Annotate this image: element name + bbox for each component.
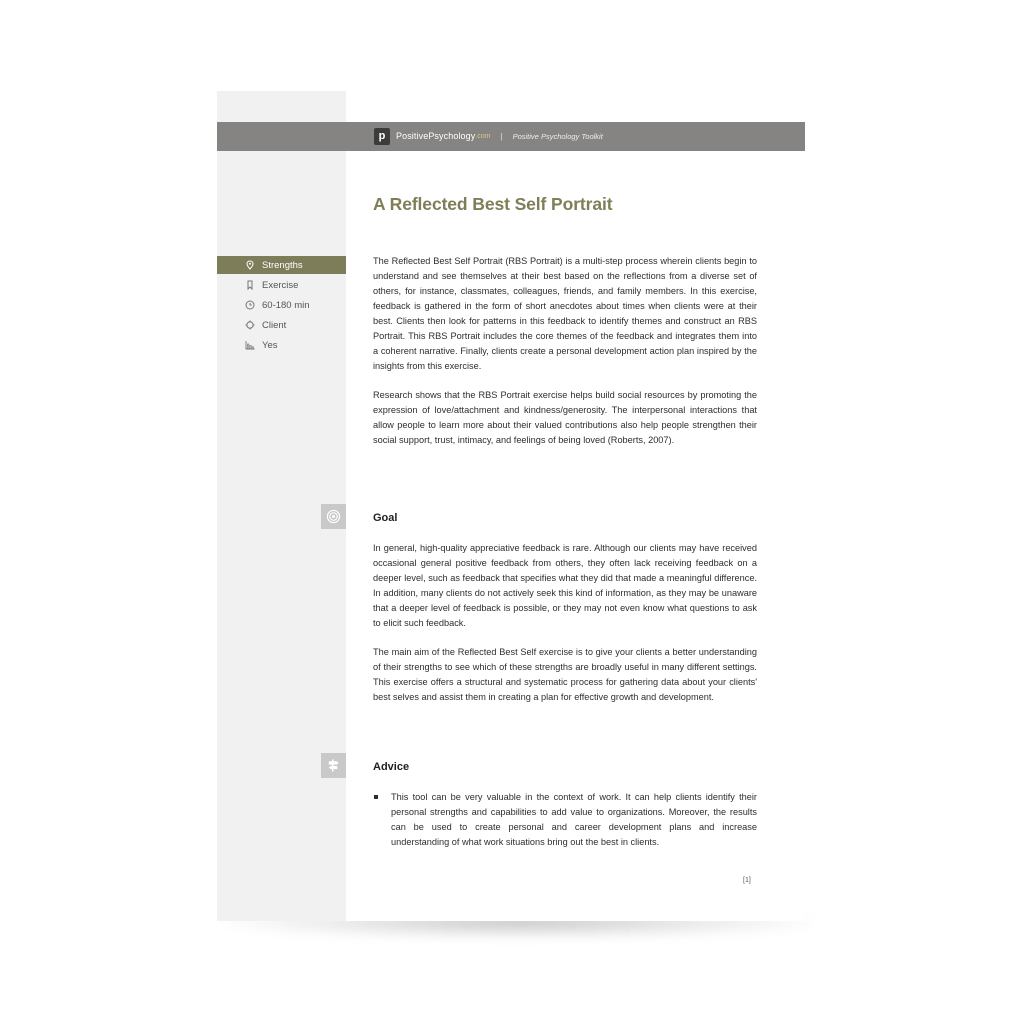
goal-paragraph: The main aim of the Reflected Best Self exercise is to give your clients a better understanding of their strengths to see which of these strengths are broadly useful in many different settings. This exercise offers a structural and systematic process for gathering data about your clients' best selves and assist them in creating a plan for effective growth and development. — [373, 647, 757, 702]
meta-item-category — [217, 256, 346, 274]
intro-paragraph: Research shows that the RBS Portrait exercise helps build social resources by promoting the expression of love/attachment and kindness/generosity. The interpersonal interactions that allow people to learn more about their valued contributions also help people strengthen their social support, trust, intimacy, and feelings of being loved (Roberts, 2007). — [373, 390, 757, 445]
meta-label-duration: 60-180 min — [262, 299, 310, 311]
crosshair-icon — [245, 320, 255, 330]
meta-item-duration — [217, 296, 346, 314]
meta-item-audience — [217, 316, 346, 334]
logo-icon — [374, 128, 390, 145]
goal-text — [373, 541, 757, 719]
bar-chart-icon — [245, 340, 255, 350]
brand-domain: .com — [475, 132, 491, 140]
meta-label-evidence: Yes — [262, 339, 278, 351]
document-page — [217, 91, 805, 921]
intro-paragraph: The Reflected Best Self Portrait (RBS Portrait) is a multi-step process wherein clients begin to understand and see themselves at their best based on the reflections from a diverse set of others, for instance, classmates, colleagues, friends, and family members. In this exercise, feedback is gathered in the form of short anecdotes about times when clients were at their best. Clients then look for patterns in this feedback to identify themes and construct an RBS Portrait. This RBS Portrait includes the core themes of the feedback and integrates them into a coherent narrative. Finally, clients create a personal development action plan inspired by the insights from this exercise. — [373, 256, 757, 371]
page-title: A Reflected Best Self Portrait — [373, 194, 613, 214]
brand-name: PositivePsychology — [396, 131, 476, 141]
meta-list — [217, 256, 346, 356]
meta-label-type: Exercise — [262, 279, 299, 291]
meta-label-audience: Client — [262, 319, 287, 331]
toolkit-label: Positive Psychology Toolkit — [512, 131, 603, 141]
brand-separator: | — [500, 131, 503, 141]
advice-list — [373, 790, 757, 850]
logo-letter: p — [378, 130, 386, 142]
advice-heading: Advice — [373, 761, 410, 773]
target-icon — [321, 504, 346, 529]
header-bar — [217, 122, 805, 151]
meta-item-type — [217, 276, 346, 294]
list-item: This tool can be very valuable in the context of work. It can help clients identify their personal strengths and capabilities to add value to organizations. Moreover, the results can be used to create personal and career development plans and increase understanding of what work situations bring out the best in clients. — [373, 790, 757, 850]
pin-icon — [245, 260, 255, 270]
goal-paragraph: In general, high-quality appreciative feedback is rare. Although our clients may have received occasional general positive feedback from others, they often lack receiving feedback on a deeper level, such as feedback that specifies what they did that made a meaningful difference. In addition, many clients do not actively seek this kind of information, as they may be unaware that a deeper level of feedback is possible, or they may not even know what questions to ask to elicit such feedback. — [373, 543, 757, 628]
bookmark-icon — [245, 280, 255, 290]
meta-item-evidence — [217, 336, 346, 354]
page-number: [1] — [743, 877, 751, 884]
clock-icon — [245, 300, 255, 310]
intro-text — [373, 254, 757, 462]
goal-heading: Goal — [373, 512, 398, 524]
signpost-icon — [321, 753, 346, 778]
brand — [374, 127, 603, 145]
meta-label-category: Strengths — [262, 259, 303, 271]
